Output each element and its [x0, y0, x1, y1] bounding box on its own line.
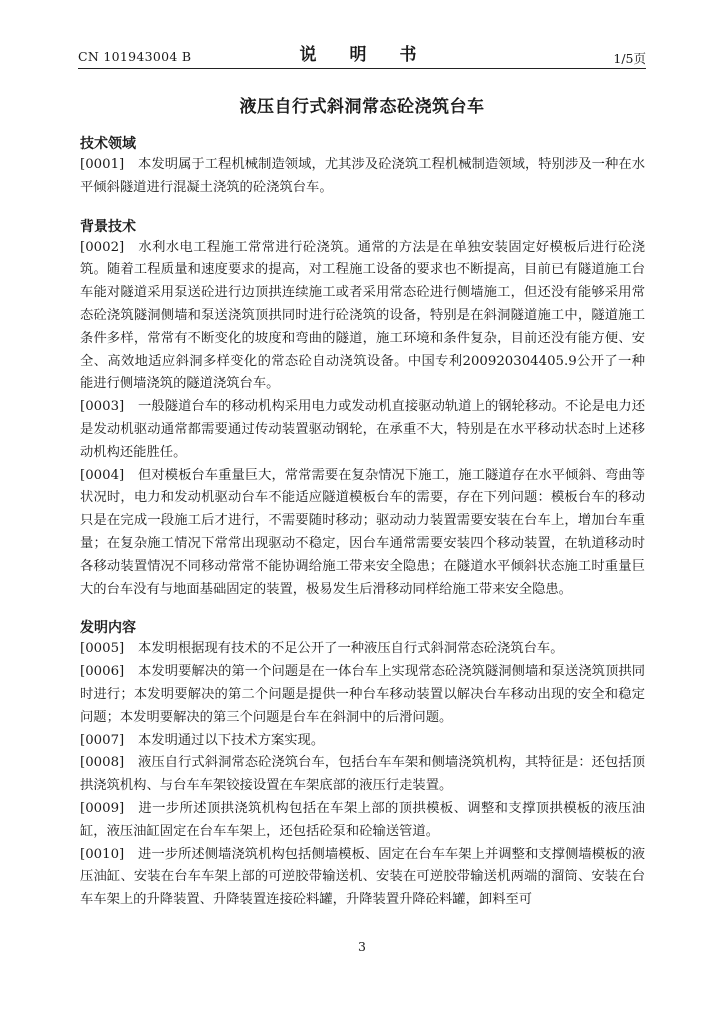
- paragraph-number: [0008]: [80, 755, 125, 771]
- page-count: 1/5页: [613, 51, 646, 66]
- paragraph-text: 一般隧道台车的移动机构采用电力或发动机直接驱动轨道上的钢轮移动。不论是电力还是发动机驱动通常都需要通过传动装置驱动钢轮，在承重不大，特别是在水平移动状态时上述移动机构还能胜任。: [80, 399, 645, 460]
- patent-number: CN 101943004 B: [78, 49, 192, 64]
- document-title: 液压自行式斜洞常态砼浇筑台车: [239, 97, 485, 117]
- paragraph-number: [0004]: [80, 467, 125, 483]
- paragraph-number: [0002]: [80, 239, 125, 255]
- paragraph-text: 进一步所述顶拱浇筑机构包括在车架上部的顶拱模板、调整和支撑顶拱模板的液压油缸，液压油缸固定在台车车架上，还包括砼泵和砼输送管道。: [80, 800, 645, 839]
- section-heading-background: 背景技术: [80, 218, 136, 235]
- paragraph-0002: [80, 237, 645, 397]
- paragraph-text: 但对模板台车重量巨大，常常需要在复杂情况下施工，施工隧道存在水平倾斜、弯曲等状况时，电力和发动机驱动台车不能适应隧道模板台车的需要，存在下列问题：模板台车的移动只是在完成一段施工后才进行，不需要随时移动；驱动动力装置需要安装在台车上，增加台车重量；在复杂施工情况下常常出现驱动不稳定，因台车通常需要安装四个移动装置，在轨道移动时各移动装置情况不同移动常常不能协调给施工带来安全隐患；在隧道水平倾斜状态施工时重量巨大的台车没有与地面基础固定的装置，极易发生后滑移动同样给施工带来安全隐患。: [80, 467, 645, 597]
- paragraph-text: 本发明通过以下技术方案实现。: [138, 732, 325, 748]
- section-heading-summary: 发明内容: [80, 620, 136, 637]
- document-body: [80, 134, 645, 912]
- paragraph-0008: [80, 752, 645, 798]
- paragraph-number: [0007]: [80, 732, 125, 748]
- paragraph-number: [0010]: [80, 846, 125, 862]
- section-heading-technical-field: 技术领域: [80, 136, 136, 152]
- paragraph-text: 进一步所述侧墙浇筑机构包括侧墙模板、固定在台车车架上并调整和支撑侧墙模板的液压油缸、安装在台车车架上部的可逆胶带输送机、安装在可逆胶带输送机两端的溜筒、安装在台车车架上的升降装置、升降装置连接砼料罐，升降装置升降砼料罐，卸料至可: [80, 846, 645, 908]
- page-header: [78, 40, 646, 70]
- paragraph-0003: [80, 396, 645, 464]
- paragraph-0009: [80, 798, 645, 844]
- paragraph-0005: [80, 638, 645, 661]
- paragraph-number: [0001]: [80, 157, 125, 172]
- paragraph-0001: [80, 154, 645, 200]
- paragraph-0007: [80, 730, 645, 753]
- paragraph-text: 水利水电工程施工常常进行砼浇筑。通常的方法是在单独安装固定好模板后进行砼浇筑。随着工程质量和速度要求的提高，对工程施工设备的要求也不断提高，目前已有隧道施工台车能对隧道采用泵送砼进行边顶拱连续施工或者采用常态砼进行侧墙施工，但还没有能够采用常态砼浇筑隧洞侧墙和泵送浇筑顶拱同时进行砼浇筑的设备，特别是在斜洞隧道施工中，隧道施工条件多样，常常有不断变化的坡度和弯曲的隧道，施工环境和条件复杂，目前还没有能方便、安全、高效地适应斜洞多样变化的常态砼自动浇筑设备。中国专利200920304405.9公开了一种能进行侧墙浇筑的隧道浇筑台车。: [80, 239, 645, 392]
- paragraph-text: 本发明根据现有技术的不足公开了一种液压自行式斜洞常态砼浇筑台车。: [138, 641, 564, 657]
- header-rule: [78, 68, 646, 69]
- paragraph-text: 液压自行式斜洞常态砼浇筑台车，包括台车车架和侧墙浇筑机构，其特征是：还包括顶拱浇筑机构、与台车车架铰接设置在车架底部的液压行走装置。: [80, 755, 645, 794]
- paragraph-number: [0003]: [80, 399, 125, 415]
- paragraph-0006: [80, 661, 645, 729]
- section-title: 说 明 书: [299, 45, 425, 65]
- paragraph-number: [0006]: [80, 664, 125, 680]
- paragraph-number: [0009]: [80, 800, 125, 816]
- page-number: 3: [358, 939, 366, 954]
- paragraph-text: 本发明要解决的第一个问题是在一体台车上实现常态砼浇筑隧洞侧墙和泵送浇筑顶拱同时进行；本发明要解决的第二个问题是提供一种台车移动装置以解决台车移动出现的安全和稳定问题；本发明要解决的第三个问题是台车在斜洞中的后滑问题。: [80, 664, 645, 725]
- paragraph-text: 本发明属于工程机械制造领域，尤其涉及砼浇筑工程机械制造领域，特别涉及一种在水平倾斜隧道进行混凝土浇筑的砼浇筑台车。: [80, 157, 645, 195]
- paragraph-0004: [80, 465, 645, 602]
- paragraph-number: [0005]: [80, 641, 125, 657]
- paragraph-0010: [80, 844, 645, 912]
